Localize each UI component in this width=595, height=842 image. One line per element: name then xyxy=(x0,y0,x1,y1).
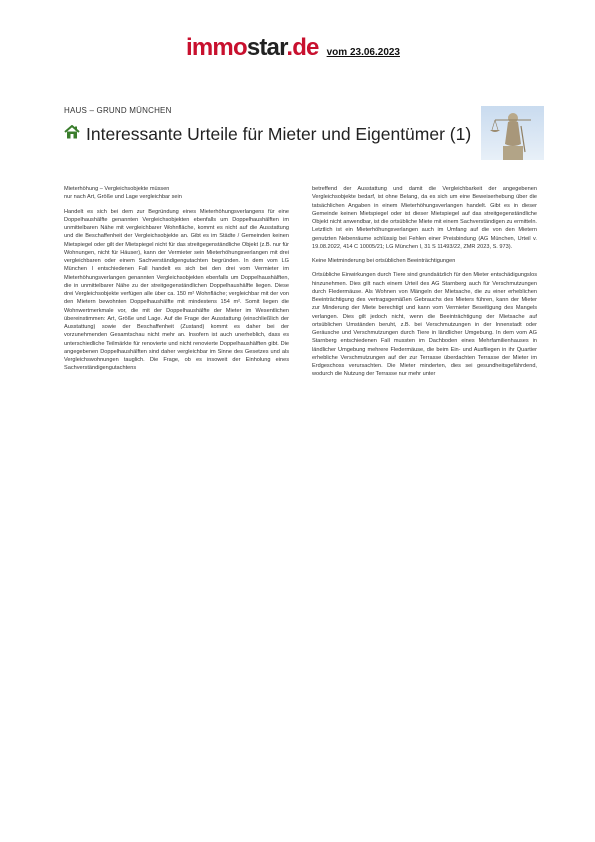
article-column-left xyxy=(64,185,289,379)
logo-text-star: star xyxy=(246,34,287,61)
immostar-logo[interactable] xyxy=(186,34,319,62)
logo-text-immo: immo xyxy=(186,34,247,61)
subhead-rent-increase xyxy=(64,185,289,202)
masthead xyxy=(186,34,400,62)
body-paragraph-rent-increase: Handelt es sich bei dem zur Begründung eines Mieterhöhungsverlangens für eine Doppelhaushälfte genannten Vergleichsobjekten ebenfalls um Doppelhaushälften im unmittelbaren Nähe mit vergleichbarer Wohnfläche, kommt es nicht auf die Ausstattung und die Beschaffenheit der Vergleichsobjekte an. Gibt es im Städte / Gemeinden keinen Mietspiegel oder gilt der Mietspiegel nicht für das streitgegenständliche Objekt (z.B. nur für Wohnungen, nicht für Häuser), kann der Vermieter sein Mieterhöhungsverlangen mit drei vergleichbaren oder einem Sachverständigengutachten begründen. In dem vom LG München I entschiedenen Fall handelt es sich bei den drei vom Vermieter im Mieterhöhungsverlangen genannten Vergleichsobjekten ebenfalls um Doppelhaushälften, die in unmittelbarer Nähe zu der streitgegenständlichen Doppelhaushälfte liegen. Diese drei Vergleichsobjekte verfügen alle über ca. 150 m² Wohnfläche; vergleichbar mit der von den Mietern bewohnten Doppelhaushälfte mit mindestens 154 m². Somit liegen die Wohnwertmerkmale vor, die mit der Doppelhaushälfte der Mieter im Wesentlichen übereinstimmen: Art, Größe und Lage. Auf die Frage der Ausstattung (einschließlich der Ausstattung) sowie der Beschaffenheit (Zustand) kommt es daher bei der vorzunehmenden Gesamtschau nicht mehr an. Insofern ist auch unerheblich, dass es unterschiedliche Teilmärkte für renovierte und nicht renovierte Doppelhaushälften gibt. Die angegebenen Doppelhaushälften sind daher vergleichbar im Sinne des Gesetzes und als Vergleichswohnungen tauglich. Die Frage, ob es insoweit der Einholung eines Sachverständigengutachtens xyxy=(64,208,289,372)
house-icon xyxy=(64,125,80,144)
subhead-no-rent-reduction: Keine Mietminderung bei ortsüblichen Beeinträchtigungen xyxy=(312,258,456,264)
subhead-line-2: nur nach Art, Größe und Lage vergleichbar sein xyxy=(64,194,182,201)
section-label: HAUS – GRUND MÜNCHEN xyxy=(64,106,172,115)
subhead-line-1: Mieterhöhung – Vergleichsobjekte müssen xyxy=(64,186,170,192)
logo-text-domain: .de xyxy=(286,34,319,61)
title-row xyxy=(64,124,471,145)
article-column-right xyxy=(312,185,537,385)
publication-date: vom 23.06.2023 xyxy=(326,47,400,58)
article-title: Interessante Urteile für Mieter und Eigentümer (1) xyxy=(86,124,472,144)
body-paragraph-continuation: betreffend der Ausstattung und damit die Vergleichbarkeit der angegebenen Vergleichsobjekte bedarf, ist ohne Belang, da es sich um eine Beweiserhebung über die tatsächlichen Angaben in einem Mieterhöhungsverlangen handelt. Gibt es in dieser Gemeinde keinen Mietspiegel oder ist dieser Mietspiegel auf das streitgegenständliche Objekt nicht anwendbar, ist die ortsübliche Miete mit einem Sachverständigen zu ermitteln. Letztlich ist ein Mieterhöhungsverlangen auch im Umfang auf die von den Mietern genutzten Nebenräume schlüssig bei Fehlen einer Preisbindung (AG München, Urteil v. 19.08.2022, 414 C 10005/21; LG München I, 31 S 11493/22, ZMR 2023, S. 973). xyxy=(312,186,537,250)
body-paragraph-rent-reduction: Ortsübliche Einwirkungen durch Tiere sind grundsätzlich für den Mieter entschädigungslos hinzunehmen. Dies gilt nach einem Urteil des AG Starnberg auch für Verschmutzungen durch Fledermäuse. Als Wohnen von Mängeln der Mietsache, die zu einer erheblichen Beeinträchtigung des vertragsgemäßen Gebrauchs des Mieters führen, kann der Mieter zur Minderung der Miete berechtigt und kann vom Vermieter Beseitigung des Mangels verlangen. Dies gilt jedoch nicht, wenn die Beeinträchtigung der Mietsache auf ortsüblichen Umständen beruht, z.B. bei Verschmutzungen in der Innenstadt oder Geräusche und Verschmutzungen durch Tiere in ländlicher Umgebung. In dem vom AG Starnberg entschiedenen Fall mussten im Dachboden eines Mehrfamilienhauses in ländlicher Umgebung mehrere Fledermäuse, die beim Ein- und Ausfliegen in ihr Quartier erhebliche Verschmutzungen auf der zur Terrasse überdachten Terrasse der Mieter im Erdgeschoss verursachten. Die Mieter minderten, dies sei gesundheitsgefährdend, wodurch die Nutzung der Terrasse nur mehr unter xyxy=(312,272,537,378)
justitia-statue-image xyxy=(481,106,544,160)
